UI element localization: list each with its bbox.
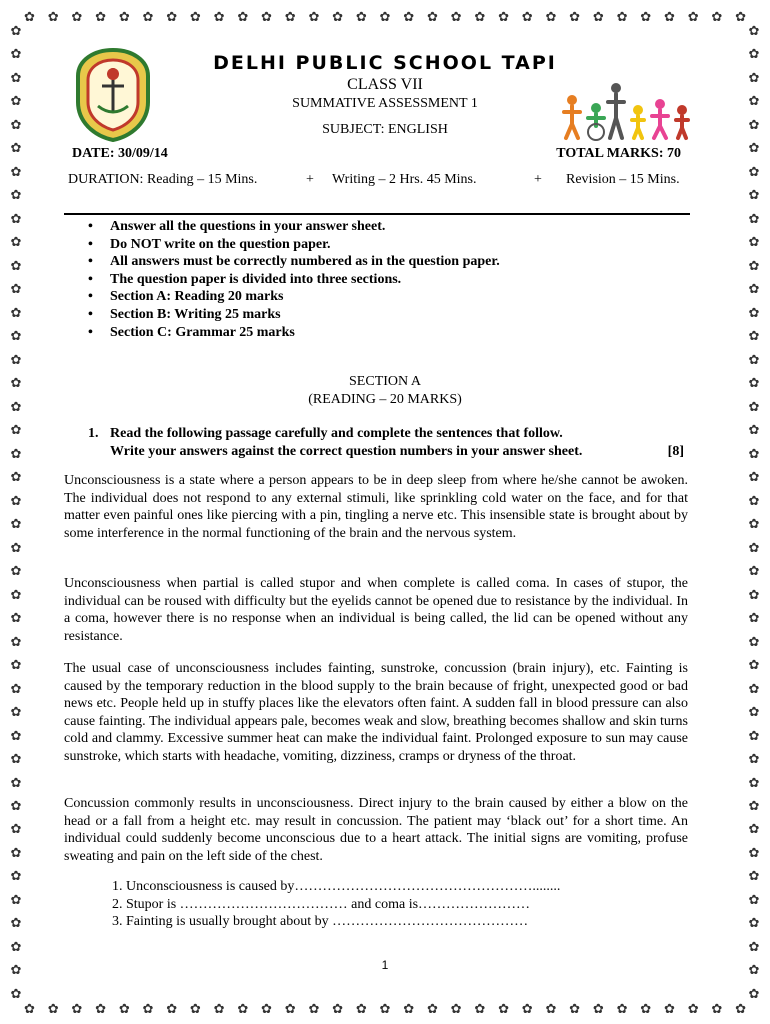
border-flower-icon: ✿ [616,1000,628,1016]
border-flower-icon: ✿ [10,586,22,602]
border-flower-icon: ✿ [403,8,415,24]
border-flower-icon: ✿ [748,281,760,297]
class-label: CLASS VII [347,76,423,93]
section-title: SECTION A [349,374,421,389]
border-flower-icon: ✿ [640,8,652,24]
duration-plus: + [534,172,542,187]
border-flower-icon: ✿ [748,844,760,860]
border-flower-icon: ✿ [748,586,760,602]
border-flower-icon: ✿ [95,8,107,24]
border-flower-icon: ✿ [261,1000,272,1016]
completion-sentences [112,878,560,931]
border-flower-icon: ✿ [10,257,22,273]
instruction-item: • Do NOT write on the question paper. [88,236,500,254]
border-flower-icon: ✿ [10,539,22,555]
border-flower-icon: ✿ [332,1000,344,1016]
border-flower-icon: ✿ [10,422,22,438]
border-flower-icon: ✿ [592,8,604,24]
border-flower-icon: ✿ [24,1000,35,1016]
border-flower-icon: ✿ [687,1000,699,1016]
border-flower-icon: ✿ [10,774,22,790]
border-flower-icon: ✿ [10,891,22,907]
border-flower-icon: ✿ [748,445,760,461]
border-flower-icon: ✿ [748,680,760,696]
border-flower-icon: ✿ [663,8,675,24]
border-flower-icon: ✿ [71,1000,83,1016]
border-flower-icon: ✿ [748,187,760,203]
border-flower-icon: ✿ [10,93,22,109]
border-flower-icon: ✿ [748,704,760,720]
completion-item: 1. Unconsciousness is caused by……………………………………………........ [112,879,561,894]
border-flower-icon: ✿ [308,8,320,24]
border-flower-icon: ✿ [10,844,22,860]
border-flower-icon: ✿ [748,492,760,508]
question-number: 1. [88,426,99,441]
border-flower-icon: ✿ [748,891,760,907]
border-flower-icon: ✿ [474,8,486,24]
border-flower-icon: ✿ [748,375,760,391]
border-flower-icon: ✿ [474,1000,486,1016]
total-marks: TOTAL MARKS: 70 [556,146,681,161]
border-flower-icon: ✿ [748,304,760,320]
border-bottom [24,998,746,1018]
border-flower-icon: ✿ [47,1000,59,1016]
border-flower-icon: ✿ [10,163,22,179]
border-flower-icon: ✿ [189,8,201,24]
border-flower-icon: ✿ [748,257,760,273]
border-flower-icon: ✿ [748,563,760,579]
border-flower-icon: ✿ [426,1000,438,1016]
border-flower-icon: ✿ [10,915,22,931]
instruction-item: • All answers must be correctly numbered as in the question paper. [88,253,500,271]
border-flower-icon: ✿ [748,69,760,85]
border-flower-icon: ✿ [10,985,22,1000]
passage-paragraph: Concussion commonly results in unconsciousness. Direct injury to the brain caused by either a blow on the head or a fall from a height etc. may result in concussion. The patient may ‘black out’ for a short time. An individual could suddenly become unconscious due to a heart attack. The initial signs are vomiting, profuse sweating and pain on the left side of the chest. [64,796,688,864]
border-flower-icon: ✿ [748,46,760,62]
border-flower-icon: ✿ [545,1000,557,1016]
border-flower-icon: ✿ [284,1000,296,1016]
border-flower-icon: ✿ [663,1000,675,1016]
border-top [24,6,746,26]
border-flower-icon: ✿ [47,8,59,24]
border-flower-icon: ✿ [71,8,83,24]
border-flower-icon: ✿ [10,704,22,720]
border-flower-icon: ✿ [748,516,760,532]
school-name: DELHI PUBLIC SCHOOL TAPI [213,52,557,74]
border-flower-icon: ✿ [10,140,22,156]
instructions-list [88,218,500,341]
border-flower-icon: ✿ [10,868,22,884]
exam-date: DATE: 30/09/14 [72,146,168,161]
passage-paragraph: Unconsciousness is a state where a person appears to be in deep sleep from where he/she cannot be awoken. The individual does not respond to any external stimuli, like sprinkling cold water on the face, and for that matter even painful ones like piercing with a pin, tingling a nerve etc. This insensible state is brought about by some interference in the normal functioning of the brain and the nervous system. [64,473,688,541]
border-flower-icon: ✿ [10,304,22,320]
border-flower-icon: ✿ [213,1000,225,1016]
border-flower-icon: ✿ [10,516,22,532]
border-flower-icon: ✿ [450,1000,462,1016]
border-flower-icon: ✿ [237,8,249,24]
border-flower-icon: ✿ [748,915,760,931]
border-flower-icon: ✿ [166,1000,178,1016]
border-flower-icon: ✿ [748,422,760,438]
page-number: 1 [381,958,389,972]
subject-label: SUBJECT: ENGLISH [322,122,448,137]
border-flower-icon: ✿ [748,962,760,978]
border-flower-icon: ✿ [355,1000,367,1016]
border-flower-icon: ✿ [308,1000,320,1016]
border-flower-icon: ✿ [10,210,22,226]
completion-item: 3. Fainting is usually brought about by …………………………………… [112,914,529,929]
border-flower-icon: ✿ [10,187,22,203]
border-flower-icon: ✿ [521,8,533,24]
border-flower-icon: ✿ [711,8,723,24]
border-flower-icon: ✿ [748,163,760,179]
border-flower-icon: ✿ [10,938,22,954]
section-subtitle: (READING – 20 MARKS) [308,392,462,407]
border-flower-icon: ✿ [640,1000,652,1016]
border-flower-icon: ✿ [118,1000,130,1016]
border-flower-icon: ✿ [10,328,22,344]
instruction-item: • Answer all the questions in your answer sheet. [88,218,500,236]
duration-reading: DURATION: Reading – 15 Mins. [68,172,258,187]
border-flower-icon: ✿ [748,539,760,555]
border-flower-icon: ✿ [748,751,760,767]
border-flower-icon: ✿ [10,751,22,767]
border-flower-icon: ✿ [748,774,760,790]
border-flower-icon: ✿ [748,93,760,109]
assessment-label: SUMMATIVE ASSESSMENT 1 [292,96,478,111]
border-flower-icon: ✿ [748,797,760,813]
border-flower-icon: ✿ [748,469,760,485]
border-flower-icon: ✿ [545,8,557,24]
border-flower-icon: ✿ [118,8,130,24]
duration-line [68,172,688,188]
border-flower-icon: ✿ [748,610,760,626]
border-flower-icon: ✿ [748,938,760,954]
border-flower-icon: ✿ [261,8,272,24]
border-flower-icon: ✿ [748,821,760,837]
border-flower-icon: ✿ [748,398,760,414]
border-flower-icon: ✿ [498,8,509,24]
border-flower-icon: ✿ [237,1000,249,1016]
border-flower-icon: ✿ [142,1000,154,1016]
border-flower-icon: ✿ [10,962,22,978]
border-flower-icon: ✿ [95,1000,107,1016]
border-left [6,24,26,1000]
border-flower-icon: ✿ [711,1000,723,1016]
border-flower-icon: ✿ [735,1000,746,1016]
border-flower-icon: ✿ [748,210,760,226]
border-flower-icon: ✿ [10,680,22,696]
border-flower-icon: ✿ [10,24,22,38]
border-flower-icon: ✿ [10,657,22,673]
instruction-item: • The question paper is divided into three sections. [88,271,500,289]
border-flower-icon: ✿ [687,8,699,24]
border-flower-icon: ✿ [10,351,22,367]
border-flower-icon: ✿ [10,821,22,837]
border-flower-icon: ✿ [748,657,760,673]
border-flower-icon: ✿ [10,234,22,250]
border-flower-icon: ✿ [10,281,22,297]
border-flower-icon: ✿ [748,116,760,132]
border-flower-icon: ✿ [284,8,296,24]
border-flower-icon: ✿ [592,1000,604,1016]
duration-revision: Revision – 15 Mins. [566,172,680,187]
border-flower-icon: ✿ [426,8,438,24]
instruction-item: • Section C: Grammar 25 marks [88,324,500,342]
border-flower-icon: ✿ [10,633,22,649]
border-flower-icon: ✿ [10,797,22,813]
border-flower-icon: ✿ [748,328,760,344]
border-flower-icon: ✿ [521,1000,533,1016]
border-flower-icon: ✿ [213,8,225,24]
border-flower-icon: ✿ [10,375,22,391]
border-flower-icon: ✿ [403,1000,415,1016]
border-flower-icon: ✿ [748,868,760,884]
border-flower-icon: ✿ [748,24,760,38]
border-flower-icon: ✿ [498,1000,509,1016]
border-right [744,24,764,1000]
border-flower-icon: ✿ [379,1000,391,1016]
header-divider [64,213,690,215]
question-line: Read the following passage carefully and complete the sentences that follow. [110,426,563,441]
instruction-item: • Section A: Reading 20 marks [88,288,500,306]
border-flower-icon: ✿ [748,633,760,649]
border-flower-icon: ✿ [24,8,35,24]
passage-paragraph: The usual case of unconsciousness includes fainting, sunstroke, concussion (brain injury), etc. Fainting is caused by the temporary reduction in the blood supply to the brain because of fright, unexpected good or bad news etc. People held up in stuffy places like the elevators often faint. A sudden fall in blood pressure can also cause fainting. The individual appears pale, becomes weak and slow, breathing becomes shallow and skin turns cold and clammy. Excessive summer heat can make the individual faint. Prolonged exposure to sun may cause sunstroke, which starts with headache, vomiting, dizziness, cramps or dryness of the throat. [64,661,688,764]
completion-item: 2. Stupor is ……………………………… and coma is…………………… [112,896,531,912]
border-flower-icon: ✿ [569,8,581,24]
border-flower-icon: ✿ [10,445,22,461]
border-flower-icon: ✿ [332,8,344,24]
border-flower-icon: ✿ [10,610,22,626]
border-flower-icon: ✿ [142,8,154,24]
instruction-item: • Section B: Writing 25 marks [88,306,500,324]
border-flower-icon: ✿ [10,69,22,85]
border-flower-icon: ✿ [166,8,178,24]
border-flower-icon: ✿ [748,727,760,743]
duration-plus: + [306,172,314,187]
border-flower-icon: ✿ [355,8,367,24]
border-flower-icon: ✿ [450,8,462,24]
border-flower-icon: ✿ [10,492,22,508]
border-flower-icon: ✿ [10,116,22,132]
border-flower-icon: ✿ [748,351,760,367]
border-flower-icon: ✿ [748,985,760,1000]
question-marks: [8] [667,443,684,459]
border-flower-icon: ✿ [735,8,746,24]
border-flower-icon: ✿ [748,140,760,156]
border-flower-icon: ✿ [10,398,22,414]
border-flower-icon: ✿ [10,563,22,579]
border-flower-icon: ✿ [569,1000,581,1016]
border-flower-icon: ✿ [748,234,760,250]
border-flower-icon: ✿ [10,727,22,743]
passage-paragraph: Unconsciousness when partial is called stupor and when complete is called coma. In cases of stupor, the individual can be roused with difficulty but the eyelids cannot be opened due to resistance by the individual. In a coma, however there is no response when an individual is being called, the lid can be opened without any resistance. [64,576,688,644]
border-flower-icon: ✿ [379,8,391,24]
border-flower-icon: ✿ [10,469,22,485]
border-flower-icon: ✿ [616,8,628,24]
question-line: Write your answers against the correct question numbers in your answer sheet. [110,443,583,459]
border-flower-icon: ✿ [189,1000,201,1016]
duration-writing: Writing – 2 Hrs. 45 Mins. [332,172,477,187]
border-flower-icon: ✿ [10,46,22,62]
